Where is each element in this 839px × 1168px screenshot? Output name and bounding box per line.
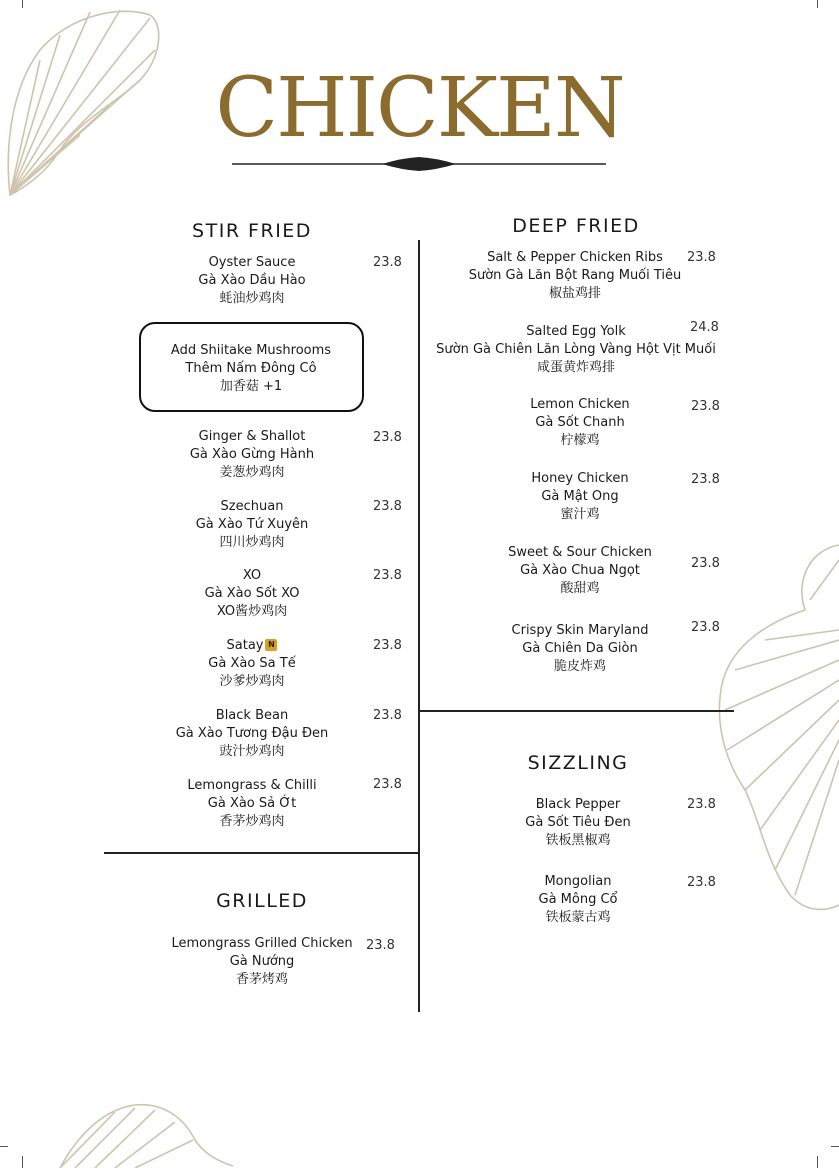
section-heading-grilled: GRILLED xyxy=(216,890,308,912)
crop-mark xyxy=(22,1156,23,1168)
section-heading-deep-fried: DEEP FRIED xyxy=(512,215,640,237)
menu-item: Lemongrass & Chilli Gà Xào Sả Ớt 香茅炒鸡肉 xyxy=(187,778,317,829)
item-price: 23.8 xyxy=(373,638,402,653)
menu-item: Black Bean Gà Xào Tương Đậu Đen 豉汁炒鸡肉 xyxy=(175,708,329,759)
menu-item: XO Gà Xào Sốt XO XO酱炒鸡肉 xyxy=(204,568,300,619)
menu-item: Sweet & Sour Chicken Gà Xào Chua Ngọt 酸甜鸡 xyxy=(508,545,652,596)
item-price: 23.8 xyxy=(373,568,402,583)
crop-mark xyxy=(22,0,23,8)
crop-mark xyxy=(817,1156,818,1168)
menu-item: Salted Egg Yolk Sườn Gà Chiên Lăn Lòng Vàng Hột Vịt Muối 咸蛋黄炸鸡排 xyxy=(436,324,716,375)
crop-mark xyxy=(831,1146,839,1147)
menu-item: Black Pepper Gà Sốt Tiêu Đen 铁板黑椒鸡 xyxy=(525,797,631,848)
menu-item: Mongolian Gà Mông Cổ 铁板蒙古鸡 xyxy=(538,874,618,925)
menu-item: Ginger & Shallot Gà Xào Gừng Hành 姜葱炒鸡肉 xyxy=(189,429,315,480)
item-price: 23.8 xyxy=(687,875,716,890)
addon-item: Add Shiitake Mushrooms Thêm Nấm Đông Cô 加香菇 +1 xyxy=(170,343,332,394)
column-divider xyxy=(418,240,420,1012)
title-divider-ornament xyxy=(232,155,606,173)
section-divider-grilled xyxy=(104,852,419,854)
section-divider-sizzling xyxy=(419,710,734,712)
item-price: 23.8 xyxy=(373,777,402,792)
item-price: 23.8 xyxy=(691,620,720,635)
leaf-decoration-right-icon xyxy=(715,540,839,920)
item-price: 23.8 xyxy=(373,708,402,723)
item-price: 23.8 xyxy=(691,556,720,571)
item-price: 23.8 xyxy=(366,938,395,953)
item-price: 23.8 xyxy=(687,250,716,265)
item-price: 23.8 xyxy=(687,797,716,812)
item-price: 23.8 xyxy=(373,499,402,514)
item-price: 23.8 xyxy=(373,255,402,270)
menu-item: Lemongrass Grilled Chicken Gà Nướng 香茅烤鸡 xyxy=(171,936,353,987)
menu-item: Szechuan Gà Xào Tứ Xuyên 四川炒鸡肉 xyxy=(195,499,309,550)
item-price: 24.8 xyxy=(690,320,719,335)
item-price: 23.8 xyxy=(373,430,402,445)
crop-mark xyxy=(0,1146,8,1147)
menu-item: Salt & Pepper Chicken Ribs Sườn Gà Lăn Bột Rang Muối Tiêu 椒盐鸡排 xyxy=(468,250,682,301)
item-price: 23.8 xyxy=(691,399,720,414)
section-heading-stir-fried: STIR FRIED xyxy=(192,220,312,242)
menu-item: Lemon Chicken Gà Sốt Chanh 柠檬鸡 xyxy=(530,397,630,448)
menu-item: Satay N Gà Xào Sa Tế 沙爹炒鸡肉 xyxy=(208,638,296,689)
menu-item: Honey Chicken Gà Mật Ong 蜜汁鸡 xyxy=(531,471,629,522)
leaf-decoration-bottom-icon xyxy=(55,1100,235,1168)
menu-item: Oyster Sauce Gà Xào Dầu Hào 蚝油炒鸡肉 xyxy=(198,255,306,306)
item-price: 23.8 xyxy=(691,472,720,487)
menu-item: Crispy Skin Maryland Gà Chiên Da Giòn 脆皮炸鸡 xyxy=(511,623,649,674)
menu-title: CHICKEN xyxy=(215,61,624,156)
crop-mark xyxy=(817,0,818,8)
section-heading-sizzling: SIZZLING xyxy=(527,752,629,774)
nut-badge-icon: N xyxy=(265,639,277,651)
